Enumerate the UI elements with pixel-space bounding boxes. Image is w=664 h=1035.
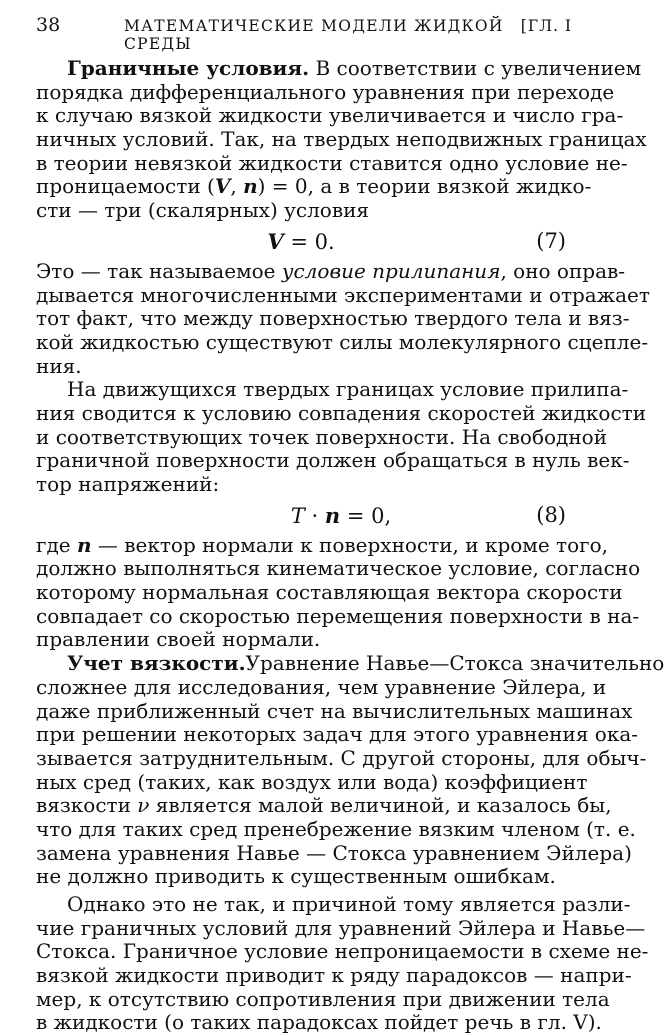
- text-line: даже приближенный счет на вычислительных машинах: [36, 698, 633, 723]
- text-line: в теории невязкой жидкости ставится одно условие не-: [36, 150, 628, 175]
- equation-7: [36, 223, 566, 260]
- text-line: На движущихся твердых границах условие прилипа-: [67, 377, 629, 402]
- text-line: вязкой жидкости приводит к ряду парадоксов — напри-: [36, 963, 632, 988]
- text-line: замена уравнения Навье — Стокса уравнением Эйлера): [36, 840, 632, 865]
- text-line: сти — три (скалярных) условия: [36, 198, 370, 223]
- text-line: в жидкости (о таких парадоксах пойдет речь в гл. V).: [36, 1010, 602, 1035]
- italic-term: условие прилипания: [281, 258, 501, 283]
- text-line: сложнее для исследования, чем уравнение Эйлера, и: [36, 674, 607, 699]
- text-line: кой жидкостью существуют силы молекулярного сцепле-: [36, 329, 649, 354]
- page-number: 38: [36, 14, 61, 36]
- text-line: тор напряжений:: [36, 472, 220, 496]
- section-heading-viscosity: Учет вязкости.: [67, 651, 246, 676]
- equation-number: (7): [536, 228, 566, 253]
- chapter-label: [ГЛ. I: [520, 17, 572, 35]
- text-line: дывается многочисленными экспериментами и отражает: [36, 282, 650, 307]
- text-line: к случаю вязкой жидкости увеличивается и число гра-: [36, 103, 624, 128]
- equation-expression: T · n = 0,: [290, 502, 392, 528]
- text-line: правлении своей нормали.: [36, 627, 321, 652]
- text-line: проницаемости (V, n) = 0, а в теории вязкой жидко-: [36, 174, 592, 199]
- text-line: которому нормальная составляющая вектора скорости: [36, 580, 623, 605]
- text-line: где n — вектор нормали к поверхности, и кроме того,: [36, 532, 609, 557]
- text-line: порядка дифференциального уравнения при переходе: [36, 79, 615, 104]
- text-line: что для таких сред пренебрежение вязким членом (т. е.: [36, 816, 636, 841]
- text-line: граничной поверхности должен обращаться в нуль век-: [36, 448, 630, 473]
- text-line: ных сред (таких, как воздух или вода) коэффициент: [36, 769, 588, 794]
- text-line: и соответствующих точек поверхности. На свободной: [36, 424, 608, 449]
- running-title: МАТЕМАТИЧЕСКИЕ МОДЕЛИ ЖИДКОЙ СРЕДЫ: [124, 17, 504, 53]
- text-line: совпадает со скоростью перемещения поверхности в на-: [36, 603, 640, 628]
- text-line: чие граничных условий для уравнений Эйлера и Навье—: [36, 915, 646, 940]
- text-line: при решении некоторых задач для этого уравнения ока-: [36, 722, 639, 747]
- page-header: [36, 14, 572, 53]
- text-line: Однако это не так, и причиной тому является разли-: [67, 892, 631, 916]
- equation-expression: V = 0.: [267, 228, 335, 254]
- text-line: ния сводится к условию совпадения скоростей жидкости: [36, 400, 647, 425]
- equation-number: (8): [536, 502, 566, 527]
- text-line: ния.: [36, 353, 82, 378]
- text-line: Учет вязкости.Уравнение Навье—Стокса значительно: [67, 651, 664, 676]
- text-line: мер, к отсутствию сопротивления при движении тела: [36, 986, 610, 1011]
- section-heading-boundary-conditions: Граничные условия.: [67, 56, 310, 80]
- page-body: [36, 56, 664, 1035]
- text-line: должно выполняться кинематическое условие, согласно: [36, 556, 641, 581]
- text-line: ничных условий. Так, на твердых неподвижных границах: [36, 127, 647, 152]
- text-line: Стокса. Граничное условие непроницаемости в схеме не-: [36, 939, 649, 964]
- text-line: Это — так называемое условие прилипания, оно оправ-: [36, 258, 626, 283]
- text-line: не должно приводить к существенным ошибкам.: [36, 864, 556, 889]
- text-line: Граничные условия. В соответствии с увеличением: [67, 56, 642, 80]
- text-line: вязкости ν является малой величиной, и казалось бы,: [36, 793, 612, 818]
- text-line: тот факт, что между поверхностью твердого тела и вяз-: [36, 306, 630, 331]
- text-line: зывается затруднительным. С другой стороны, для обыч-: [36, 745, 647, 770]
- equation-8: [36, 497, 566, 534]
